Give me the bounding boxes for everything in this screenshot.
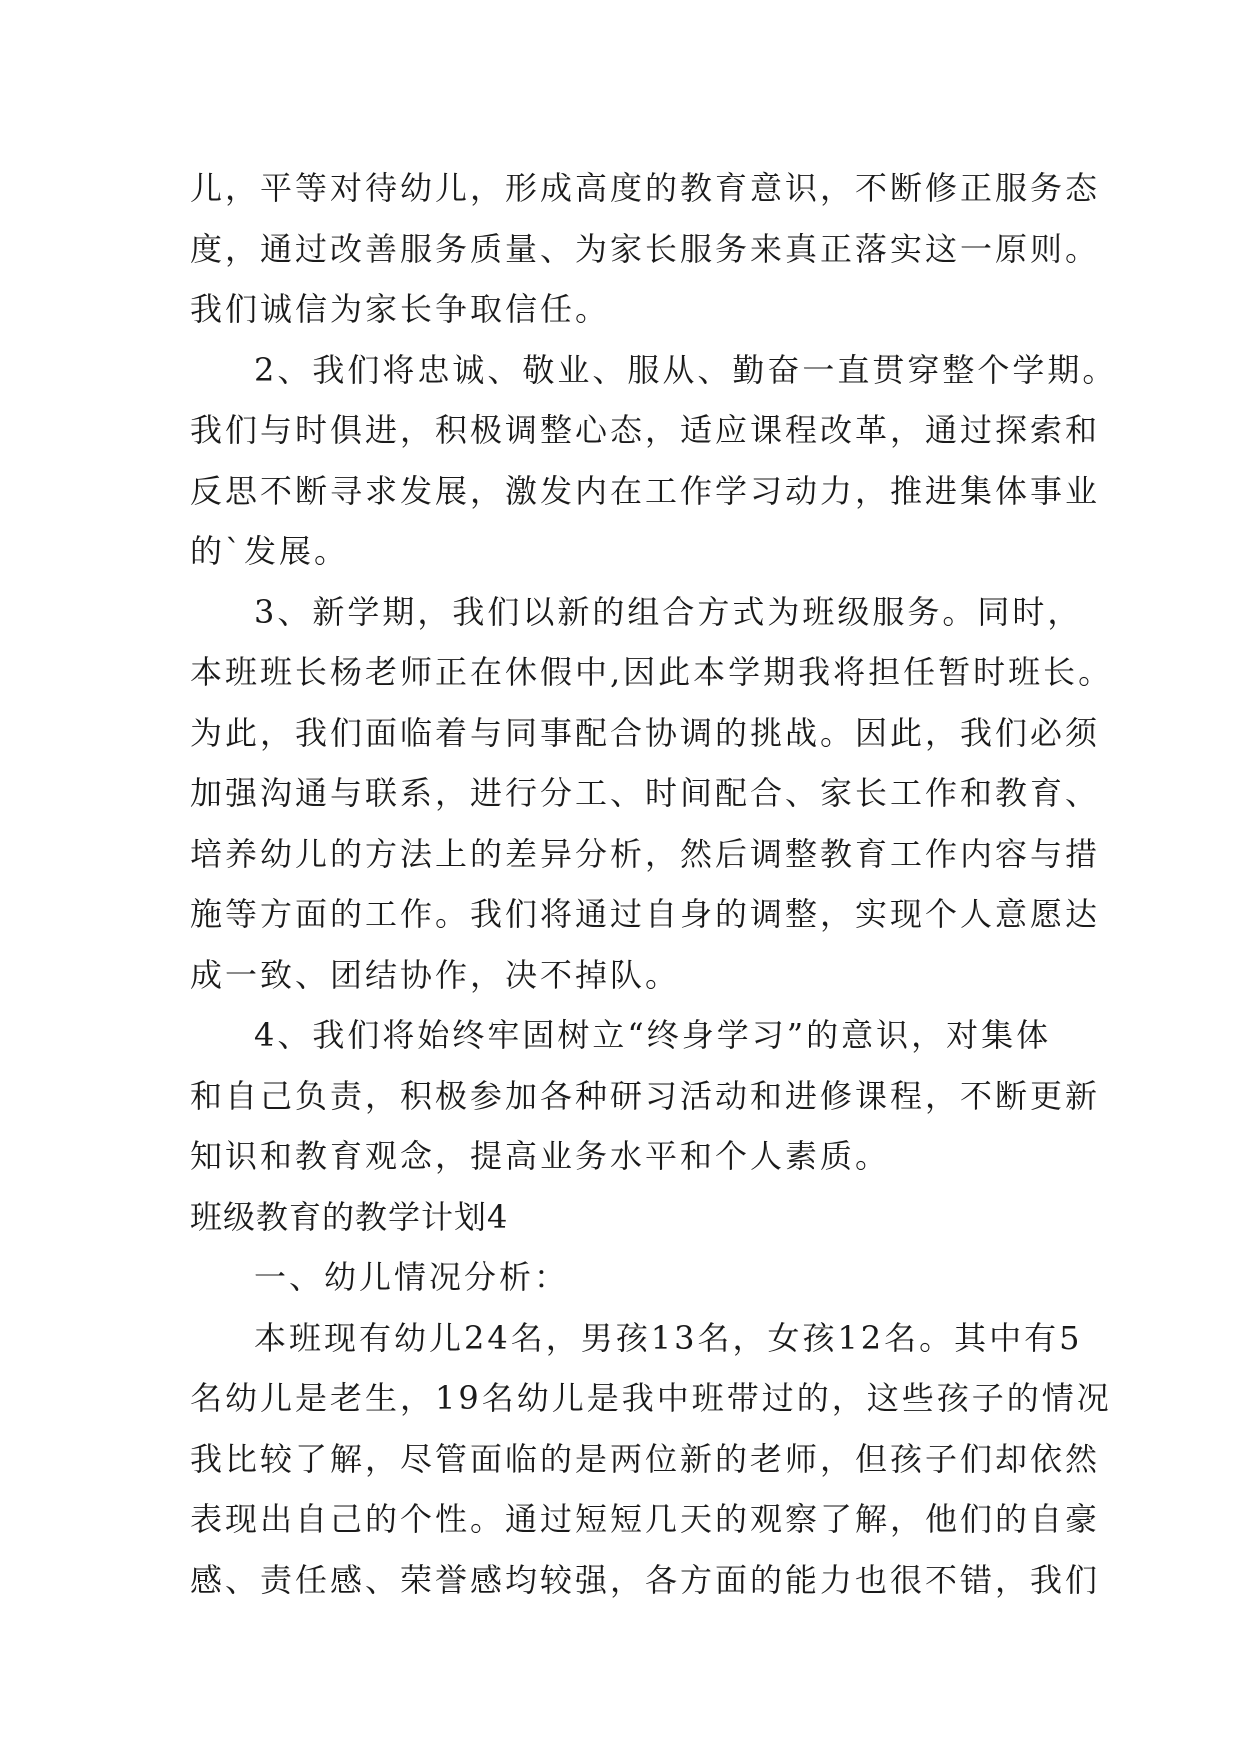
text-line: 感、责任感、荣誉感均较强，各方面的能力也很不错，我们 (190, 1560, 1101, 1599)
text-line: 培养幼儿的方法上的差异分析，然后调整教育工作内容与措 (190, 834, 1101, 873)
text-line: 的`发展。 (190, 532, 350, 570)
text-line: 施等方面的工作。我们将通过自身的调整，实现个人意愿达 (190, 895, 1101, 933)
text-line: 我们诚信为家长争取信任。 (190, 290, 611, 328)
text-line: 度，通过改善服务质量、为家长服务来真正落实这一原则。 (190, 229, 1101, 268)
paragraph-start-line: 3、新学期，我们以新的组合方式为班级服务。同时， (254, 592, 1083, 631)
text-line: 我比较了解，尽管面临的是两位新的老师，但孩子们却依然 (190, 1439, 1101, 1478)
text-line: 反思不断寻求发展，激发内在工作学习动力，推进集体事业 (190, 471, 1101, 510)
text-line: 本班班长杨老师正在休假中,因此本学期我将担任暂时班长。 (190, 653, 1114, 691)
text-line: 知识和教育观念，提高业务水平和个人素质。 (190, 1137, 891, 1175)
text-line: 为此，我们面临着与同事配合协调的挑战。因此，我们必须 (190, 713, 1101, 752)
text-line: 和自己负责，积极参加各种研习活动和进修课程，不断更新 (190, 1076, 1101, 1115)
text-line: 名幼儿是老生，19名幼儿是我中班带过的，这些孩子的情况 (190, 1379, 1112, 1417)
paragraph-start-line: 4、我们将始终牢固树立“终身学习”的意识，对集体 (254, 1016, 1052, 1054)
text-line: 成一致、团结协作，决不掉队。 (190, 955, 681, 994)
paragraph-start-line: 本班现有幼儿24名，男孩13名，女孩12名。其中有5 (254, 1318, 1083, 1357)
text-line: 加强沟通与联系，进行分工、时间配合、家长工作和教育、 (190, 774, 1101, 812)
text-line: 表现出自己的个性。通过短短几天的观察了解，他们的自豪 (190, 1500, 1101, 1538)
paragraph-start-line: 2、我们将忠诚、敬业、服从、勤奋一直贯穿整个学期。 (254, 350, 1118, 389)
text-line: 儿，平等对待幼儿，形成高度的教育意识，不断修正服务态 (190, 169, 1101, 207)
text-line: 我们与时俱进，积极调整心态，适应课程改革，通过探索和 (190, 411, 1101, 449)
section-heading: 班级教育的教学计划4 (190, 1197, 509, 1236)
document-page (190, 158, 1118, 1610)
subsection-heading: 一、幼儿情况分析： (254, 1258, 570, 1296)
